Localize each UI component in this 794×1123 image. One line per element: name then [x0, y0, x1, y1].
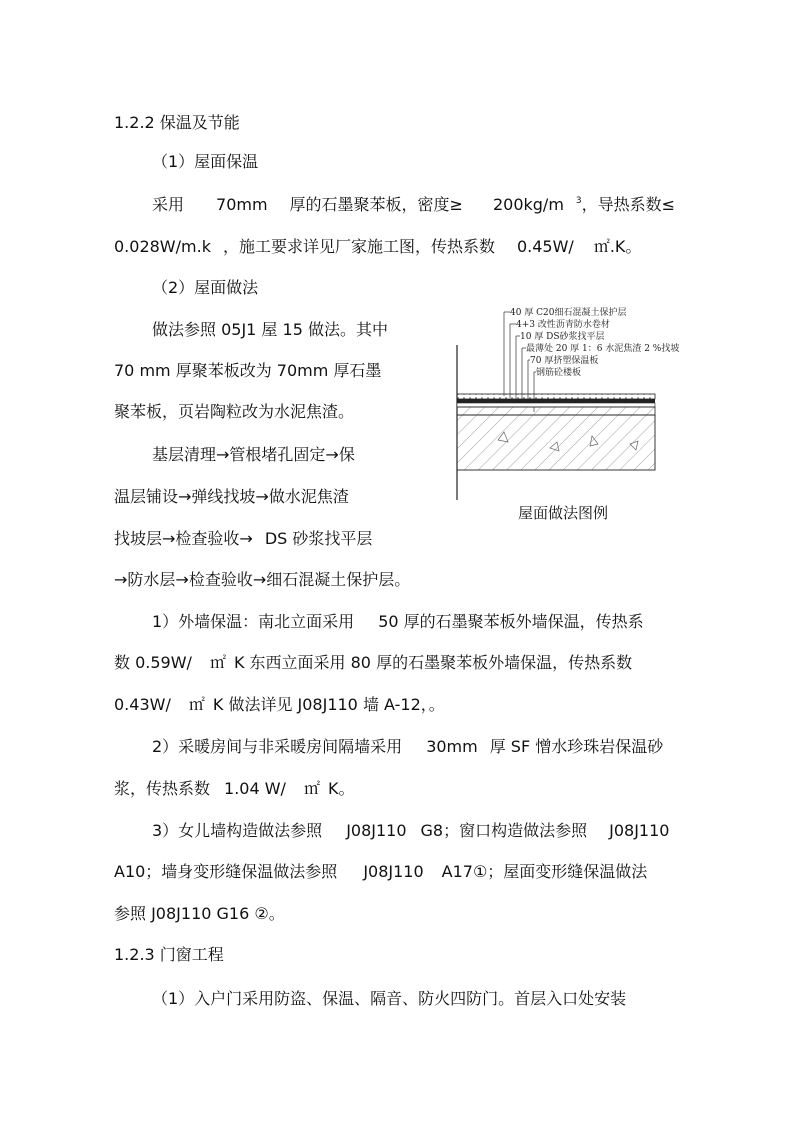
protection-layer	[457, 394, 655, 399]
section-123-heading: 1.2.3 门窗工程	[114, 945, 224, 964]
layer-label: 最薄处 20 厚 1：6 水泥焦渣 2 %找坡	[526, 344, 680, 354]
paragraph-line: 数 0.59W/ ㎡ K 东西立面采用 80 厚的石墨聚苯板外墙保温，传热系数	[114, 653, 633, 672]
paragraph-line: A10；墙身变形缝保温做法参照 J08J110 A17①；屋面变形缝保温做法	[114, 862, 648, 881]
paragraph-line: 1）外墙保温：南北立面采用 50 厚的石墨聚苯板外墙保温，传热系	[152, 612, 644, 631]
layer-label: 钢筋砼楼板	[536, 368, 582, 378]
paragraph-line: （1）入户门采用防盗、保温、隔音、防火四防门。首层入口处安装	[152, 989, 627, 1008]
paragraph-line: 3）女儿墙构造做法参照 J08J110 G8；窗口构造做法参照 J08J110	[152, 821, 670, 840]
paragraph-line: 浆，传热系数 1.04 W/ ㎡ K。	[114, 779, 355, 798]
paragraph-line: 基层清理→管根堵孔固定→保	[152, 445, 355, 464]
waterproof-layer	[457, 399, 655, 403]
paragraph-line: 采用 70mm 厚的石墨聚苯板，密度≥ 200kg/m $^3$，导热系数≤	[152, 195, 676, 214]
paragraph-line: 2）采暖房间与非采暖房间隔墙采用 30mm 厚 SF 憎水珍珠岩保温砂	[152, 737, 664, 756]
roof-section-diagram	[450, 300, 710, 500]
paragraph-line: 参照 J08J110 G16 ②。	[114, 904, 285, 923]
paragraph-line: 70 mm 厚聚苯板改为 70mm 厚石墨	[114, 361, 382, 380]
roof-insulation-heading: （1）屋面保温	[152, 152, 259, 171]
paragraph-line: 聚苯板，页岩陶粒改为水泥焦渣。	[114, 402, 355, 421]
layer-label: 40 厚 C20细石混凝土保护层	[510, 308, 627, 318]
paragraph-line: 做法参照 05J1 屋 15 做法。其中	[152, 320, 388, 339]
paragraph-line: →防水层→检查验收→细石混凝土保护层。	[114, 570, 411, 589]
layer-labels	[510, 306, 679, 378]
layer-label: 4+3 改性沥青防水卷材	[516, 320, 610, 330]
section-122-heading: 1.2.2 保温及节能	[114, 113, 240, 132]
paragraph-line: 0.43W/ ㎡ K 做法详见 J08J110 墙 A-12，。	[114, 695, 445, 714]
paragraph-line: 找坡层→检查验收→ DS 砂浆找平层	[114, 529, 373, 548]
layer-label: 70 厚挤塑保温板	[530, 356, 599, 366]
paragraph-line: 0.028W/m.k ，施工要求详见厂家施工图，传热系数 0.45W/ ㎡.K。	[114, 237, 642, 256]
screed-layer	[457, 403, 655, 407]
roof-method-heading: （2）屋面做法	[152, 278, 259, 297]
layer-label: 10 厚 DS砂浆找平层	[520, 332, 605, 342]
figure-caption: 屋面做法图例	[518, 504, 609, 522]
paragraph-line: 温层铺设→弹线找坡→做水泥焦渣	[114, 487, 349, 506]
insulation-layer	[457, 407, 655, 415]
